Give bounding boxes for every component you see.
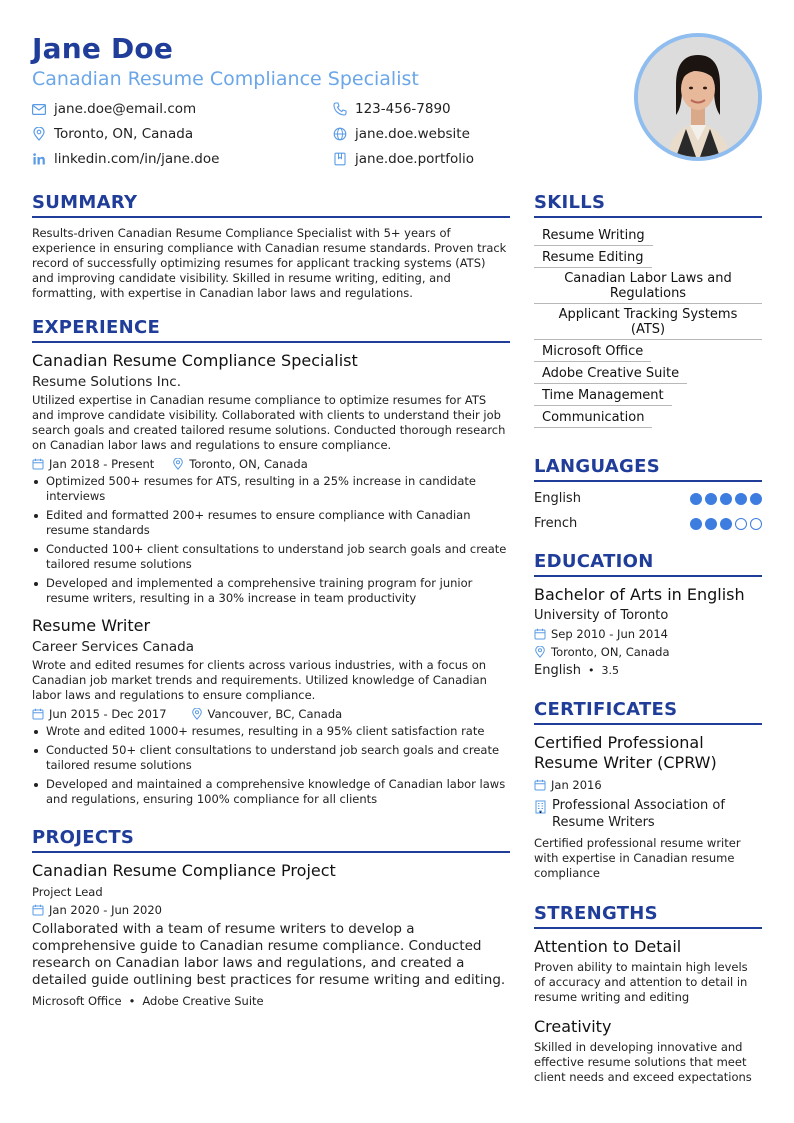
- project-dates-text: Jan 2020 - Jun 2020: [49, 903, 163, 917]
- job-meta: [32, 457, 510, 471]
- strength-description: Proven ability to maintain high levels of accuracy and attention to detail in resume writing and editing: [534, 960, 748, 1004]
- project-tools: [32, 994, 510, 1008]
- level-dot-filled: [705, 518, 717, 530]
- separator-dot: •: [587, 664, 595, 677]
- level-dot-filled: [690, 518, 702, 530]
- job-company: Resume Solutions Inc.: [32, 374, 181, 390]
- skill-tag: Microsoft Office: [534, 341, 651, 362]
- location-pin-icon: [534, 646, 546, 658]
- level-dot-filled: [720, 493, 732, 505]
- skill-tag: Adobe Creative Suite: [534, 363, 687, 384]
- section-title-strengths: STRENGTHS: [534, 903, 762, 929]
- project-dates: [32, 903, 162, 917]
- language-level-dots: [690, 493, 762, 505]
- job-bullet: Wrote and edited 1000+ resumes, resulting in a 95% client satisfaction rate: [32, 724, 510, 739]
- experience-item: [32, 616, 510, 807]
- education-degree: Bachelor of Arts in English: [534, 585, 745, 604]
- job-location-text: Vancouver, BC, Canada: [207, 707, 343, 721]
- job-role: Canadian Resume Compliance Specialist: [32, 351, 358, 370]
- level-dot-filled: [750, 493, 762, 505]
- job-location: [172, 457, 308, 471]
- skill-tag: Resume Writing: [534, 225, 653, 246]
- language-level-dots: [690, 518, 762, 530]
- location-pin-icon: [32, 127, 46, 141]
- job-bullet: Conducted 100+ client consultations to understand job search goals and create tailored resume solutions: [32, 542, 510, 572]
- job-description: Wrote and edited resumes for clients across various industries, with a focus on Canadian job market trends and requirements. Utilized knowledge of Canadian labor laws and regulations to ensure compliance.: [32, 658, 487, 702]
- project-description: Collaborated with a team of resume writers to develop a comprehensive guide to Canadian resume compliance. Conducted research on Canadian labor laws and regulations, and created a detailed guide outlining best practices for resume writing and editing.: [32, 921, 506, 988]
- calendar-icon: [32, 708, 44, 720]
- certificate-date: [534, 778, 762, 792]
- language-row: [534, 490, 762, 507]
- strength-name: Attention to Detail: [534, 937, 682, 956]
- project-tool: Adobe Creative Suite: [142, 994, 264, 1008]
- experience-item: [32, 351, 510, 606]
- section-title-education: EDUCATION: [534, 551, 762, 577]
- job-description: Utilized expertise in Canadian resume compliance to optimize resumes for ATS and improve candidate visibility. Collaborated with clients to understand their job search goals and created tailored resume solutions. Conducted thorough research on Canadian labor laws and regulations to ensure compliance.: [32, 393, 506, 452]
- calendar-icon: [32, 904, 44, 916]
- job-dates-text: Jun 2015 - Dec 2017: [49, 707, 167, 721]
- education-field: English: [534, 663, 581, 678]
- portfolio-text: jane.doe.portfolio: [355, 151, 475, 167]
- contact-linkedin[interactable]: [32, 151, 219, 167]
- contact-location: [32, 126, 193, 142]
- level-dot-filled: [735, 493, 747, 505]
- certificate-date-text: Jan 2016: [551, 778, 602, 792]
- certificate-issuer: [534, 797, 762, 831]
- level-dot-empty: [750, 518, 762, 530]
- level-dot-filled: [690, 493, 702, 505]
- job-location-text: Toronto, ON, Canada: [189, 457, 308, 471]
- project-meta: [32, 903, 510, 917]
- globe-icon: [333, 127, 347, 141]
- language-name: French: [534, 516, 578, 531]
- project-name: Canadian Resume Compliance Project: [32, 861, 336, 880]
- level-dot-empty: [735, 518, 747, 530]
- skill-tag: Communication: [534, 407, 652, 428]
- job-location: [191, 707, 343, 721]
- section-title-summary: SUMMARY: [32, 192, 510, 218]
- job-bullet: Developed and maintained a comprehensive knowledge of Canadian labor laws and regulations, ensuring 100% compliance for all clients: [32, 777, 510, 807]
- summary-text: Results-driven Canadian Resume Compliance Specialist with 5+ years of experience in ensuring compliance with Canadian resume standards. Proven track record of successfully optimizing resumes for applicant tracking systems (ATS) and improving candidate visibility. Skilled in resume writing, editing, and formatting, with expertise in Canadian labor laws and regulations.: [32, 226, 507, 300]
- email-text: jane.doe@email.com: [54, 101, 197, 117]
- mail-icon: [32, 104, 46, 115]
- contact-website[interactable]: [333, 126, 470, 142]
- location-pin-icon: [172, 458, 184, 470]
- right-column: [534, 192, 762, 1085]
- calendar-icon: [534, 779, 546, 791]
- education-dates-text: Sep 2010 - Jun 2014: [551, 627, 668, 641]
- contact-phone[interactable]: [333, 101, 451, 117]
- calendar-icon: [534, 628, 546, 640]
- section-title-skills: SKILLS: [534, 192, 762, 218]
- job-bullet: Optimized 500+ resumes for ATS, resulting in a 25% increase in candidate interviews: [32, 474, 510, 504]
- education-gpa-row: [534, 663, 762, 678]
- section-title-languages: LANGUAGES: [534, 456, 762, 482]
- job-bullets: [32, 724, 510, 807]
- language-name: English: [534, 491, 581, 506]
- certificate-description: Certified professional resume writer with expertise in Canadian resume compliance: [534, 836, 741, 880]
- project-role: Project Lead: [32, 885, 103, 899]
- profile-photo: [634, 33, 762, 161]
- skills-list: [534, 224, 762, 428]
- building-icon: [534, 800, 547, 814]
- location-pin-icon: [191, 708, 203, 720]
- calendar-icon: [32, 458, 44, 470]
- phone-icon: [333, 102, 347, 116]
- job-bullet: Edited and formatted 200+ resumes to ensure compliance with Canadian resume standards: [32, 508, 510, 538]
- certificate-name: Certified Professional Resume Writer (CPRW): [534, 733, 717, 772]
- level-dot-filled: [705, 493, 717, 505]
- job-bullet: Developed and implemented a comprehensive training program for junior resume writers, resulting in a 30% increase in team productivity: [32, 576, 510, 606]
- contact-email[interactable]: [32, 101, 196, 117]
- contact-portfolio[interactable]: [333, 151, 474, 167]
- bookmark-icon: [333, 152, 347, 166]
- level-dot-filled: [720, 518, 732, 530]
- job-dates-text: Jan 2018 - Present: [49, 457, 155, 471]
- job-bullets: [32, 474, 510, 606]
- job-company: Career Services Canada: [32, 639, 194, 655]
- strength-description: Skilled in developing innovative and effective resume solutions that meet client needs and exceed expectations: [534, 1040, 752, 1084]
- education-location: [534, 645, 762, 659]
- education-school: University of Toronto: [534, 608, 669, 623]
- candidate-name: Jane Doe: [32, 32, 174, 65]
- section-title-certificates: CERTIFICATES: [534, 699, 762, 725]
- section-title-projects: PROJECTS: [32, 827, 510, 853]
- skill-tag: Resume Editing: [534, 247, 652, 268]
- job-bullet: Conducted 50+ client consultations to understand job search goals and create tailored resume solutions: [32, 743, 510, 773]
- education-dates: [534, 627, 762, 641]
- section-title-experience: EXPERIENCE: [32, 317, 510, 343]
- job-dates: [32, 457, 154, 471]
- linkedin-text: linkedin.com/in/jane.doe: [54, 151, 220, 167]
- strength-name: Creativity: [534, 1017, 612, 1036]
- project-tool: Microsoft Office: [32, 994, 122, 1008]
- project-item: [32, 861, 510, 1008]
- linkedin-icon: [32, 152, 46, 166]
- website-text: jane.doe.website: [355, 126, 470, 142]
- education-location-text: Toronto, ON, Canada: [551, 645, 670, 659]
- job-dates: [32, 707, 167, 721]
- skill-tag: Applicant Tracking Systems (ATS): [534, 304, 762, 340]
- location-text: Toronto, ON, Canada: [54, 126, 194, 142]
- certificate-issuer-text: Professional Association of Resume Writers: [552, 798, 725, 830]
- skill-tag: Time Management: [534, 385, 672, 406]
- job-meta: [32, 707, 510, 721]
- job-role: Resume Writer: [32, 616, 151, 635]
- skill-tag: Canadian Labor Laws and Regulations: [534, 268, 762, 304]
- separator-dot: •: [128, 994, 136, 1008]
- left-column: [32, 192, 510, 1008]
- education-gpa: 3.5: [601, 664, 619, 677]
- phone-text: 123-456-7890: [355, 101, 451, 117]
- language-row: [534, 515, 762, 532]
- candidate-title: Canadian Resume Compliance Specialist: [32, 68, 419, 90]
